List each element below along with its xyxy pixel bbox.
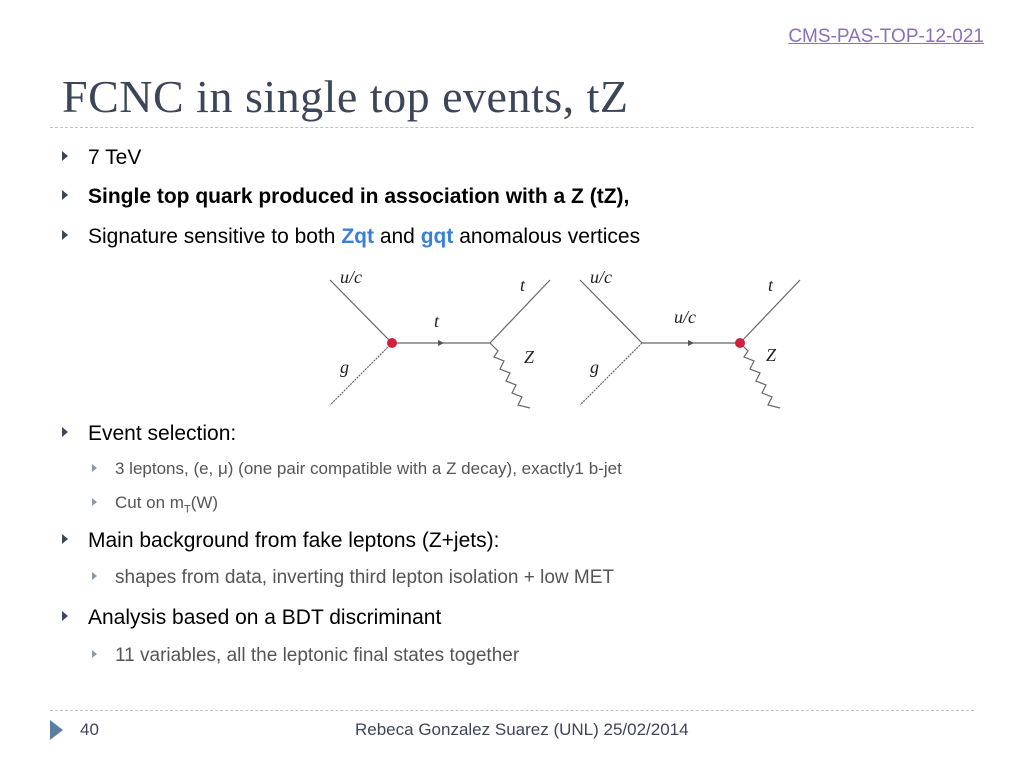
footer-divider — [50, 710, 974, 711]
outgoing-top-label: t — [768, 275, 774, 295]
sub-bullet-cut: Cut on $m_T(W)$ — [92, 493, 218, 515]
incoming-quark-label: u/c — [590, 267, 612, 287]
feynman-diagram-left — [330, 267, 550, 408]
feynman-diagram-right — [580, 267, 800, 408]
incoming-quark-line — [330, 280, 392, 343]
sub-bullet-shapes: shapes from data, inverting third lepton isolation + low MET — [92, 567, 614, 589]
sub-bullet-arrow-icon — [92, 464, 97, 472]
z-boson-label: Z — [524, 347, 535, 367]
bullet-energy: 7 TeV — [62, 146, 141, 170]
zqt-term: Zqt — [341, 225, 374, 248]
fcnc-vertex — [735, 338, 745, 348]
propagator-label: u/c — [674, 307, 696, 327]
reference-link[interactable]: CMS-PAS-TOP-12-021 — [788, 26, 984, 47]
sub-bullet-arrow-icon — [92, 650, 97, 658]
slide-title: FCNC in single top events, tZ — [62, 71, 629, 122]
bullet-arrow-icon — [62, 151, 68, 161]
footer-author-date: Rebeca Gonzalez Suarez (UNL) 25/02/2014 — [355, 720, 689, 739]
gqt-term: gqt — [420, 225, 454, 248]
sub-bullet-arrow-icon — [92, 572, 97, 580]
z-boson-label: Z — [766, 345, 777, 365]
sub-bullet-arrow-icon — [92, 498, 97, 506]
next-slide-arrow-icon[interactable] — [50, 720, 63, 740]
bullet-background: Main background from fake leptons (Z+jets): — [62, 529, 499, 553]
title-divider — [50, 127, 974, 128]
fcnc-vertex — [387, 338, 397, 348]
bullet-arrow-icon — [62, 534, 68, 544]
bullet-arrow-icon — [62, 190, 68, 200]
outgoing-top-label: t — [520, 275, 526, 295]
sub-bullet-variables: 11 variables, all the leptonic final states together — [92, 645, 519, 667]
bullet-production: Single top quark produced in association with a Z (tZ), — [62, 185, 629, 209]
bullet-arrow-icon — [62, 230, 68, 240]
bullet-signature: Signature sensitive to both Zqt and gqt anomalous vertices — [62, 225, 640, 249]
bullet-arrow-icon — [62, 611, 68, 621]
bullet-selection: Event selection: — [62, 422, 236, 446]
incoming-quark-line — [580, 280, 642, 343]
bullet-arrow-icon — [62, 427, 68, 437]
propagator-arrow-icon — [438, 340, 444, 346]
feynman-diagrams — [320, 265, 810, 415]
page-number: 40 — [80, 720, 99, 739]
gluon-label: g — [590, 357, 599, 377]
gluon-label: g — [340, 357, 349, 377]
bullet-analysis: Analysis based on a BDT discriminant — [62, 606, 441, 630]
sub-bullet-leptons: 3 leptons, (e, μ) (one pair compatible with a Z decay), exactly1 b-jet — [92, 459, 622, 479]
propagator-label: t — [434, 311, 440, 331]
propagator-arrow-icon — [688, 340, 694, 346]
incoming-quark-label: u/c — [340, 267, 362, 287]
